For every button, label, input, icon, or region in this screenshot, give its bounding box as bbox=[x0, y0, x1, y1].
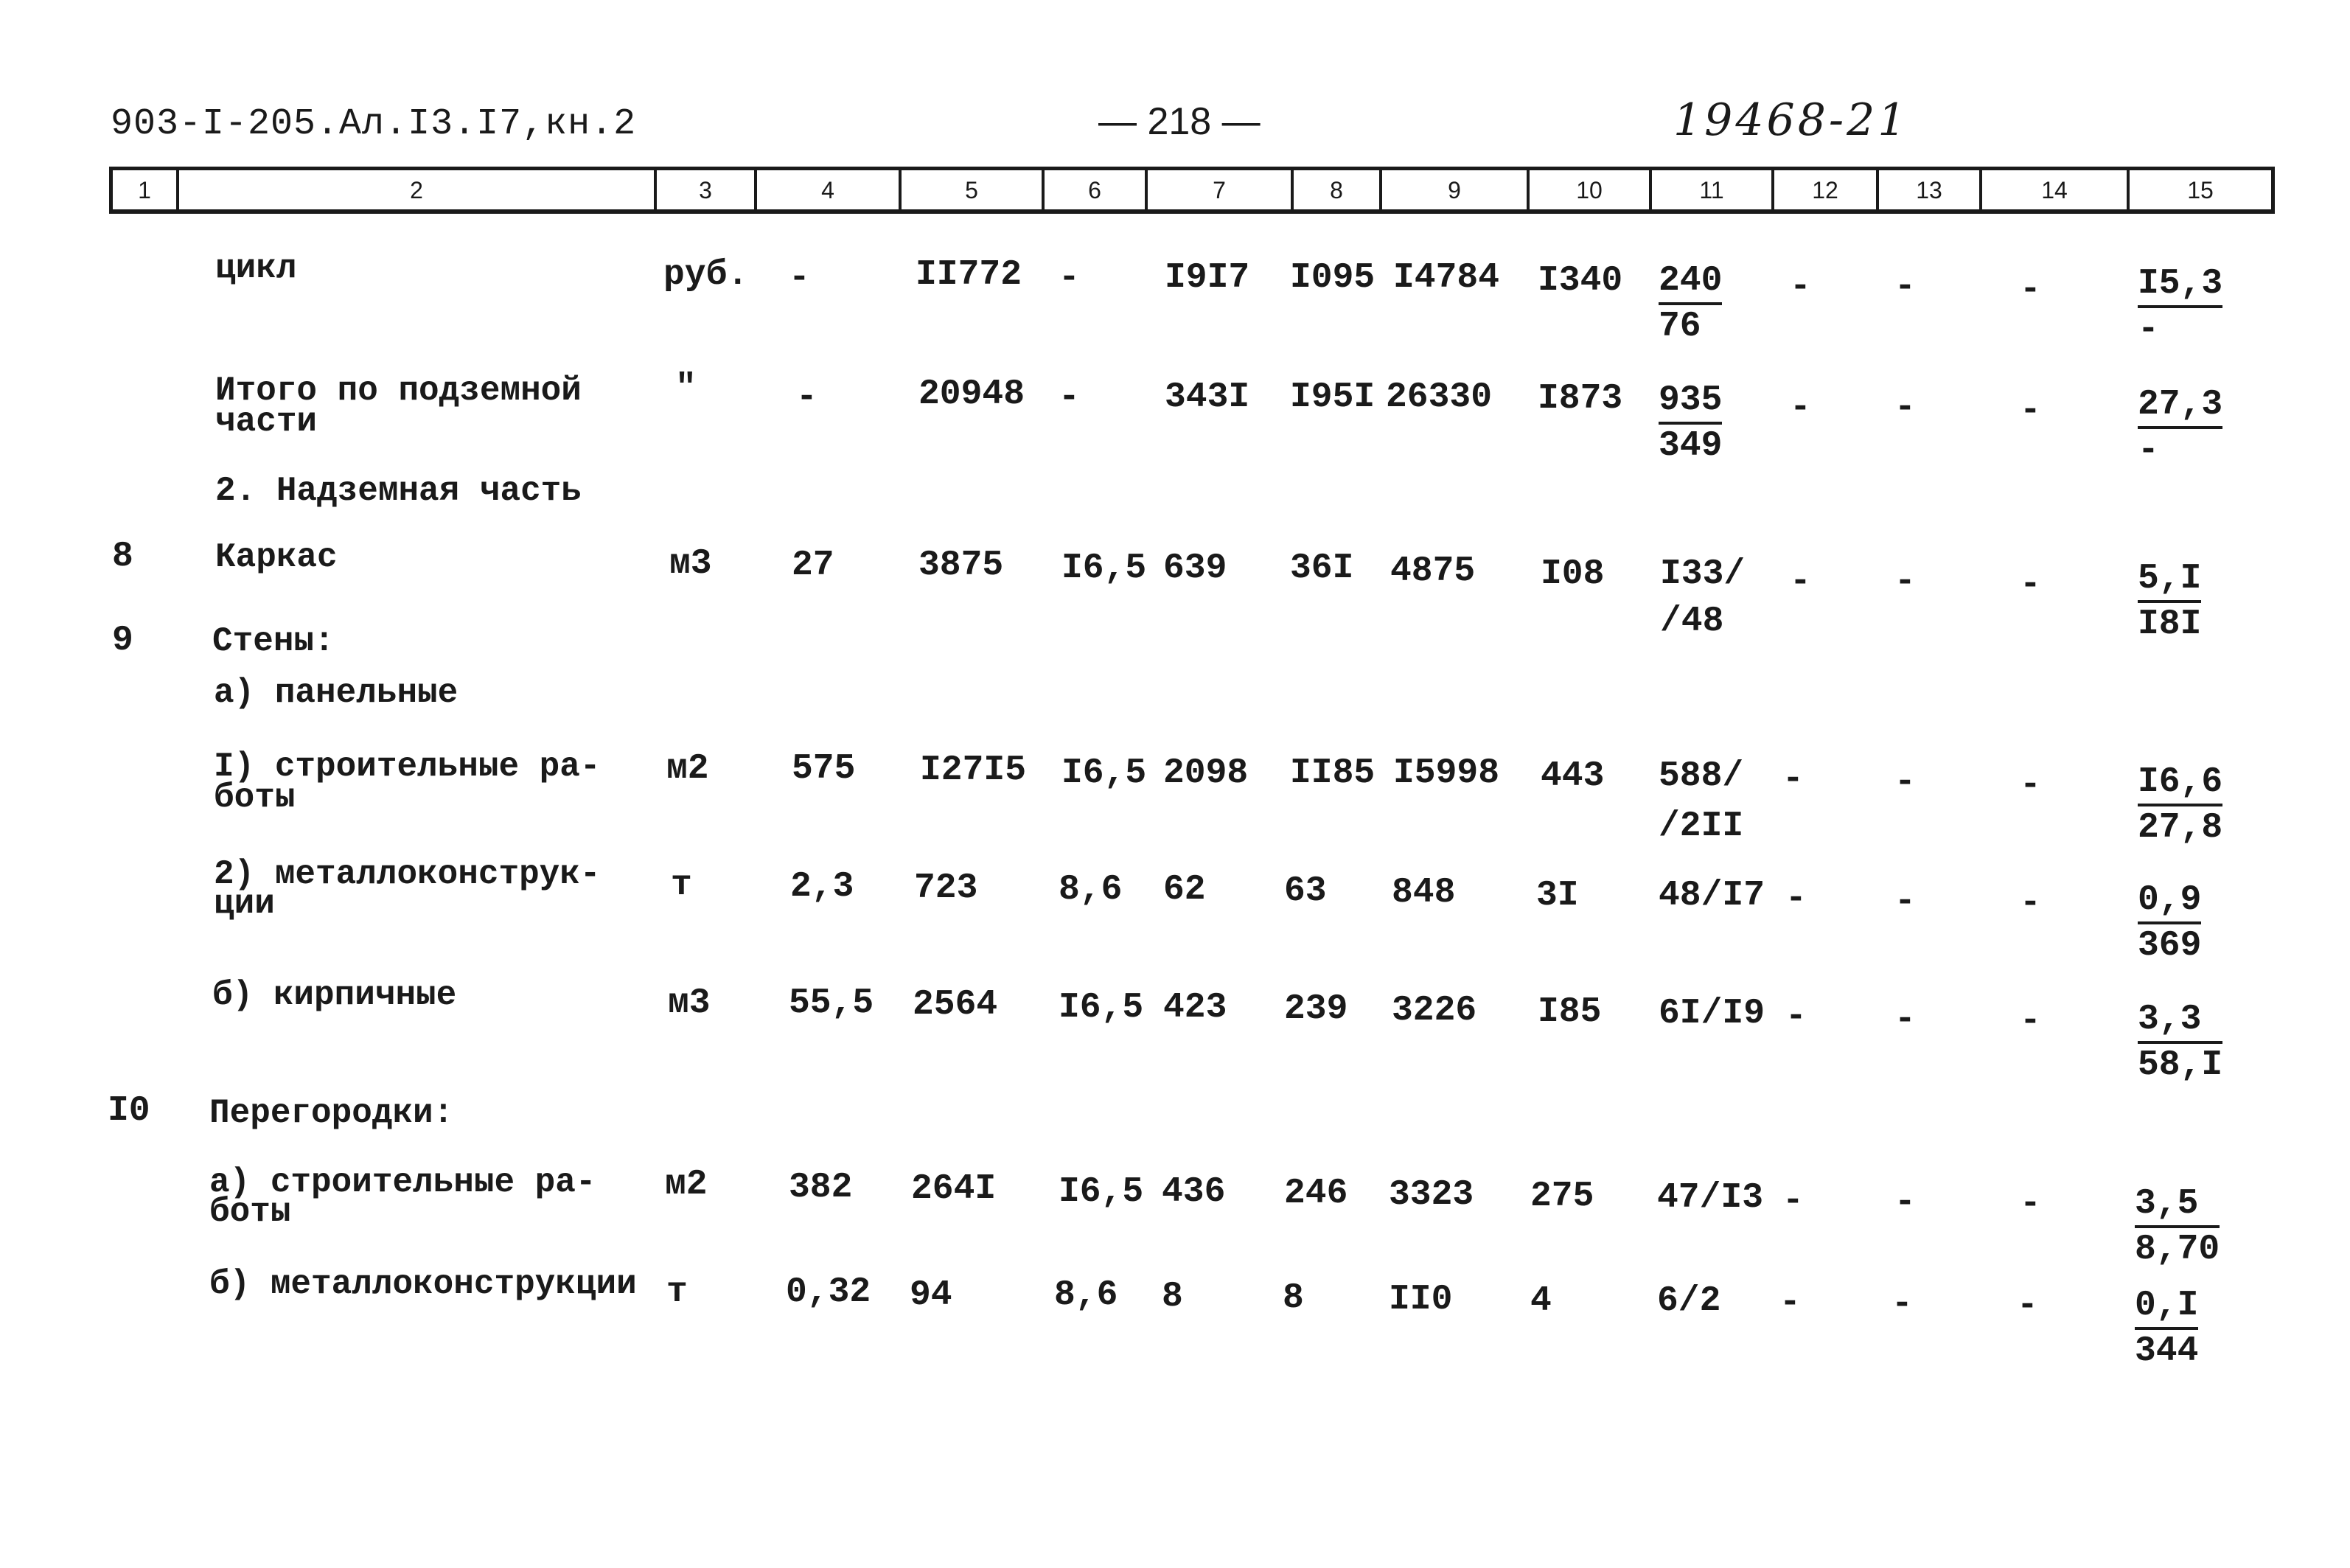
cell-c7: 639 bbox=[1163, 548, 1227, 588]
cell-c12: - bbox=[1785, 879, 1807, 919]
row-number: 8 bbox=[112, 537, 133, 576]
cell-c7: 8 bbox=[1162, 1277, 1183, 1317]
cell-c15 bbox=[2138, 559, 2201, 644]
row-name: Итого по подземной bbox=[215, 372, 582, 410]
column-header-6: 6 bbox=[1045, 170, 1148, 209]
cell-c13: - bbox=[1894, 762, 1916, 802]
cell-c5: 20948 bbox=[918, 374, 1025, 414]
cell-c15 bbox=[2135, 1286, 2198, 1371]
cell-c13: - bbox=[1894, 267, 1916, 307]
cell-c11: 48/I7 bbox=[1659, 876, 1765, 916]
row-name: Стены: bbox=[212, 622, 335, 661]
cell-c8: 239 bbox=[1284, 989, 1348, 1029]
row-name: I) строительные ра- bbox=[214, 748, 601, 786]
cell-c13: - bbox=[1894, 1182, 1916, 1222]
cell-c14: - bbox=[2020, 391, 2041, 431]
cell-c6: I6,5 bbox=[1061, 753, 1147, 793]
fraction-denominator: - bbox=[2138, 431, 2159, 470]
cell-c5: 2564 bbox=[913, 985, 998, 1025]
row-name-continuation: ции bbox=[214, 885, 275, 923]
fraction-denominator: 344 bbox=[2135, 1331, 2199, 1371]
cell-c12: - bbox=[1785, 997, 1807, 1036]
cell-c11-line1: 588/ bbox=[1659, 756, 1744, 796]
cell-unit: т bbox=[666, 1272, 688, 1312]
document-code: 903-I-205.Ал.I3.I7,кн.2 bbox=[111, 103, 637, 145]
column-header-1: 1 bbox=[113, 170, 179, 209]
cell-c11-line2: /48 bbox=[1660, 602, 1724, 641]
fraction-numerator: 935 bbox=[1659, 380, 1722, 425]
cell-c10: I08 bbox=[1541, 554, 1605, 594]
cell-c5: 723 bbox=[914, 868, 978, 908]
cell-c4: - bbox=[796, 377, 817, 417]
cell-c6: 8,6 bbox=[1054, 1275, 1118, 1315]
cell-c11: 6/2 bbox=[1657, 1281, 1721, 1321]
cell-c8: I095 bbox=[1290, 258, 1376, 298]
row-number: I0 bbox=[108, 1091, 150, 1131]
cell-c5: 264I bbox=[911, 1169, 997, 1209]
cell-c10: 275 bbox=[1530, 1177, 1594, 1216]
cell-c6: 8,6 bbox=[1059, 870, 1123, 910]
cell-c7: 423 bbox=[1163, 988, 1227, 1028]
cell-c8: 246 bbox=[1284, 1174, 1348, 1213]
column-header-10: 10 bbox=[1530, 170, 1652, 209]
fraction-numerator: 0,I bbox=[2135, 1286, 2198, 1330]
cell-c10: I873 bbox=[1538, 379, 1623, 419]
fraction-numerator: 240 bbox=[1659, 261, 1722, 305]
cell-c8: I95I bbox=[1290, 377, 1376, 417]
fraction-numerator: 3,5 bbox=[2135, 1184, 2220, 1228]
cell-c13: - bbox=[1894, 1000, 1916, 1039]
column-header-2: 2 bbox=[179, 170, 657, 209]
cell-c4: 575 bbox=[792, 749, 856, 789]
row-subheading: а) панельные bbox=[214, 674, 459, 712]
cell-unit: " bbox=[675, 369, 697, 408]
cell-c11-line1: I33/ bbox=[1660, 554, 1746, 594]
fraction-denominator: - bbox=[2138, 310, 2159, 349]
cell-c4: 0,32 bbox=[786, 1272, 871, 1312]
cell-c14: - bbox=[2020, 765, 2041, 805]
cell-c6: - bbox=[1059, 258, 1080, 298]
row-name-continuation: боты bbox=[214, 778, 296, 817]
cell-c14: - bbox=[2020, 565, 2041, 604]
fraction-numerator: I6,6 bbox=[2138, 762, 2222, 806]
fraction-numerator: 3,3 bbox=[2138, 1000, 2222, 1044]
cell-c9: 848 bbox=[1392, 873, 1456, 913]
row-name: Каркас bbox=[215, 538, 338, 576]
column-header-4: 4 bbox=[757, 170, 902, 209]
column-header-12: 12 bbox=[1774, 170, 1879, 209]
handwritten-number: 19468-21 bbox=[1673, 94, 1909, 146]
cell-c11-line2: /2II bbox=[1659, 806, 1744, 846]
cell-c13: - bbox=[1894, 388, 1916, 428]
cell-unit: м2 bbox=[666, 749, 709, 789]
cell-c4: 55,5 bbox=[789, 983, 874, 1023]
cell-c14: - bbox=[2020, 883, 2041, 923]
cell-c8: 36I bbox=[1290, 548, 1354, 588]
row-name: б) кирпичные bbox=[212, 976, 457, 1014]
cell-unit: м3 bbox=[668, 983, 711, 1023]
cell-c6: I6,5 bbox=[1059, 1172, 1144, 1212]
cell-c7: I9I7 bbox=[1165, 258, 1250, 298]
cell-c12: - bbox=[1790, 562, 1811, 602]
column-header-14: 14 bbox=[1982, 170, 2130, 209]
fraction-numerator: 5,I bbox=[2138, 559, 2201, 603]
column-header-13: 13 bbox=[1879, 170, 1982, 209]
fraction-denominator: 58,I bbox=[2138, 1045, 2223, 1085]
cell-c15 bbox=[2135, 1184, 2220, 1269]
column-header-11: 11 bbox=[1652, 170, 1774, 209]
cell-c12: - bbox=[1790, 388, 1811, 428]
cell-c8: 8 bbox=[1283, 1278, 1304, 1318]
cell-c5: I27I5 bbox=[920, 750, 1027, 790]
cell-c11 bbox=[1659, 380, 1722, 466]
cell-c13: - bbox=[1891, 1284, 1913, 1324]
cell-c9: I5998 bbox=[1393, 753, 1500, 793]
row-name: Перегородки: bbox=[209, 1094, 454, 1132]
cell-c14: - bbox=[2017, 1286, 2038, 1325]
cell-c14: - bbox=[2020, 270, 2041, 310]
cell-c15 bbox=[2138, 762, 2222, 848]
column-header-15: 15 bbox=[2187, 177, 2214, 203]
cell-c8: II85 bbox=[1290, 753, 1376, 793]
section-title: 2. Надземная часть bbox=[215, 472, 582, 510]
cell-c12: - bbox=[1782, 1181, 1804, 1221]
column-header-7: 7 bbox=[1148, 170, 1294, 209]
cell-c9: I4784 bbox=[1393, 258, 1500, 298]
row-name: б) металлоконструкции bbox=[209, 1265, 637, 1303]
cell-c4: 27 bbox=[792, 546, 834, 585]
cell-c9: 26330 bbox=[1386, 377, 1493, 417]
row-name-continuation: боты bbox=[209, 1193, 291, 1231]
fraction-numerator: I5,3 bbox=[2138, 264, 2222, 308]
fraction-denominator: I8I bbox=[2138, 604, 2202, 644]
cell-c4: - bbox=[789, 258, 810, 298]
cell-c12: - bbox=[1779, 1283, 1801, 1323]
row-name: цикл bbox=[215, 249, 297, 288]
row-name-continuation: части bbox=[215, 403, 318, 441]
cell-c4: 382 bbox=[789, 1168, 853, 1208]
cell-c5: II772 bbox=[916, 255, 1022, 295]
cell-unit: т bbox=[671, 865, 692, 905]
fraction-denominator: 76 bbox=[1659, 307, 1701, 346]
cell-c11 bbox=[1659, 261, 1722, 346]
cell-c15 bbox=[2138, 880, 2201, 966]
cell-c7: 2098 bbox=[1163, 753, 1249, 793]
cell-c12: - bbox=[1782, 759, 1804, 799]
cell-c13: - bbox=[1894, 882, 1916, 921]
cell-c9: 3226 bbox=[1392, 991, 1477, 1031]
page-number: — 218 — bbox=[1098, 100, 1261, 143]
cell-c15 bbox=[2138, 1000, 2222, 1085]
cell-c9: 3323 bbox=[1389, 1175, 1474, 1215]
cell-unit: м2 bbox=[665, 1165, 708, 1205]
cell-c6: I6,5 bbox=[1061, 548, 1147, 588]
column-header-9: 9 bbox=[1382, 170, 1530, 209]
cell-c6: I6,5 bbox=[1059, 988, 1144, 1028]
column-header-8: 8 bbox=[1294, 170, 1382, 209]
fraction-numerator: 0,9 bbox=[2138, 880, 2201, 924]
fraction-denominator: 369 bbox=[2138, 926, 2202, 966]
fraction-numerator: 27,3 bbox=[2138, 385, 2222, 429]
cell-c10: 443 bbox=[1541, 756, 1605, 796]
column-header-3: 3 bbox=[657, 170, 757, 209]
column-header-5: 5 bbox=[902, 170, 1045, 209]
cell-c14: - bbox=[2020, 1184, 2041, 1224]
row-number: 9 bbox=[112, 621, 133, 661]
cell-c13: - bbox=[1894, 562, 1916, 602]
row-name: 2) металлоконструк- bbox=[214, 855, 601, 893]
cell-unit: м3 bbox=[669, 544, 712, 584]
cell-c10: 4 bbox=[1530, 1281, 1552, 1321]
fraction-denominator: 349 bbox=[1659, 426, 1723, 466]
cell-c9: II0 bbox=[1389, 1280, 1453, 1320]
cell-c10: 3I bbox=[1536, 876, 1579, 916]
cell-c8: 63 bbox=[1284, 871, 1327, 911]
cell-c14: - bbox=[2020, 1001, 2041, 1041]
cell-c5: 94 bbox=[910, 1275, 952, 1315]
column-header-bar bbox=[109, 167, 2275, 214]
cell-c15 bbox=[2138, 385, 2222, 470]
cell-c4: 2,3 bbox=[790, 867, 854, 907]
cell-c11: 47/I3 bbox=[1657, 1178, 1764, 1218]
cell-c15 bbox=[2138, 264, 2222, 349]
cell-c7: 62 bbox=[1163, 870, 1206, 910]
cell-c11: 6I/I9 bbox=[1659, 994, 1765, 1034]
cell-c10: I340 bbox=[1538, 261, 1623, 301]
cell-unit: руб. bbox=[663, 255, 749, 295]
row-name: а) строительные ра- bbox=[209, 1163, 596, 1202]
cell-c6: - bbox=[1059, 377, 1080, 417]
cell-c10: I85 bbox=[1538, 992, 1602, 1032]
fraction-denominator: 8,70 bbox=[2135, 1230, 2220, 1269]
cell-c9: 4875 bbox=[1390, 551, 1476, 591]
cell-c12: - bbox=[1790, 267, 1811, 307]
cell-c5: 3875 bbox=[918, 546, 1004, 585]
cell-c7: 436 bbox=[1162, 1172, 1226, 1212]
cell-c7: 343I bbox=[1165, 377, 1250, 417]
fraction-denominator: 27,8 bbox=[2138, 808, 2223, 848]
